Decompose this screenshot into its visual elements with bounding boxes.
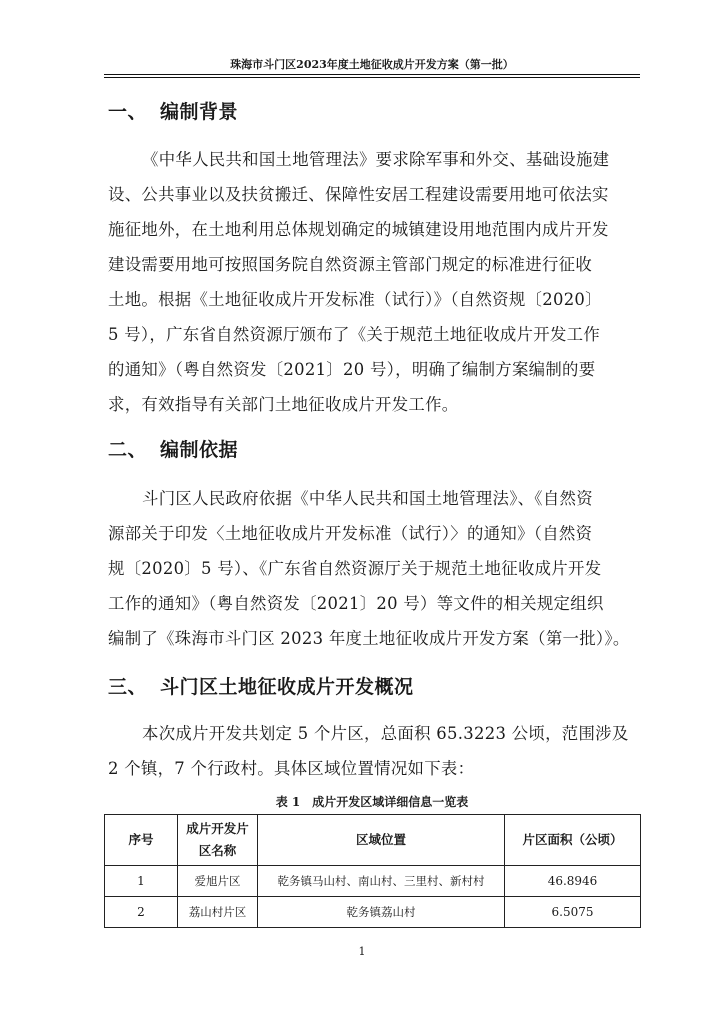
header-area-name-line2: 区名称	[198, 843, 237, 858]
page-number: 1	[358, 945, 366, 958]
paragraph-line: 斗门区人民政府依据《中华人民共和国土地管理法》、《自然资	[142, 489, 593, 508]
table-row	[105, 866, 641, 897]
paragraph-line: 《中华人民共和国土地管理法》要求除军事和外交、基础设施建	[142, 150, 610, 169]
cell-area-size: 46.8946	[505, 866, 641, 897]
header-area-size: 片区面积（公顷）	[505, 815, 641, 866]
paragraph-line: 土地。根据《土地征收成片开发标准（试行）》（自然资规〔2020〕	[108, 290, 602, 309]
cell-area-name: 荔山村片区	[178, 897, 258, 928]
section-title: 编制依据	[160, 439, 239, 461]
section-2-body	[108, 481, 630, 656]
header-area-name-line1: 成片开发片	[186, 821, 249, 836]
paragraph-line: 2 个镇，7 个行政村。具体区域位置情况如下表：	[108, 759, 475, 778]
header-rule-thick	[104, 74, 640, 75]
table-header-row	[105, 815, 641, 866]
cell-location: 乾务镇马山村、南山村、三里村、新村村	[258, 866, 505, 897]
paragraph-line: 规〔2020〕5 号）、《广东省自然资源厅关于规范土地征收成片开发	[108, 559, 602, 578]
header-rule-thin	[104, 77, 640, 78]
cell-location: 乾务镇荔山村	[258, 897, 505, 928]
section-heading-1	[108, 97, 238, 127]
header-location: 区域位置	[258, 815, 505, 866]
header-area-name	[178, 815, 258, 866]
paragraph-line: 本次成片开发共划定 5 个片区，总面积 65.3223 公顷，范围涉及	[142, 724, 629, 743]
section-number: 二、	[108, 439, 148, 461]
cell-index: 1	[105, 866, 178, 897]
paragraph-line: 工作的通知》（粤自然资发〔2021〕20 号）等文件的相关规定组织	[108, 594, 604, 613]
header-index: 序号	[105, 815, 178, 866]
paragraph-line: 建设需要用地可按照国务院自然资源主管部门规定的标准进行征收	[108, 255, 593, 274]
section-number: 三、	[108, 676, 148, 698]
paragraph-line: 编制了《珠海市斗门区 2023 年度土地征收成片开发方案（第一批）》。	[108, 629, 630, 648]
paragraph-line: 施征地外，在土地利用总体规划确定的城镇建设用地范围内成片开发	[108, 220, 609, 239]
paragraph-line: 的通知》（粤自然资发〔2021〕20 号），明确了编制方案编制的要	[108, 360, 596, 379]
table-caption: 表 1 成片开发区域详细信息一览表	[275, 795, 469, 809]
paragraph-line: 设、公共事业以及扶贫搬迁、保障性安居工程建设需要用地可依法实	[108, 185, 609, 204]
cell-area-name: 爱旭片区	[178, 866, 258, 897]
development-area-table	[104, 814, 641, 928]
paragraph-line: 5 号），广东省自然资源厅颁布了《关于规范土地征收成片开发工作	[108, 325, 601, 344]
paragraph-line: 求，有效指导有关部门土地征收成片开发工作。	[108, 395, 459, 414]
section-number: 一、	[108, 101, 148, 123]
section-heading-3	[108, 672, 414, 702]
cell-index: 2	[105, 897, 178, 928]
cell-area-size: 6.5075	[505, 897, 641, 928]
running-header: 珠海市斗门区2023年度土地征收成片开发方案（第一批）	[230, 58, 514, 71]
section-heading-2	[108, 435, 238, 465]
section-3-body	[108, 716, 629, 786]
paragraph-line: 源部关于印发〈土地征收成片开发标准（试行）〉的通知》（自然资	[108, 524, 593, 543]
table-row	[105, 897, 641, 928]
section-1-body	[108, 142, 618, 422]
section-title: 斗门区土地征收成片开发概况	[160, 676, 414, 698]
section-title: 编制背景	[160, 101, 239, 123]
